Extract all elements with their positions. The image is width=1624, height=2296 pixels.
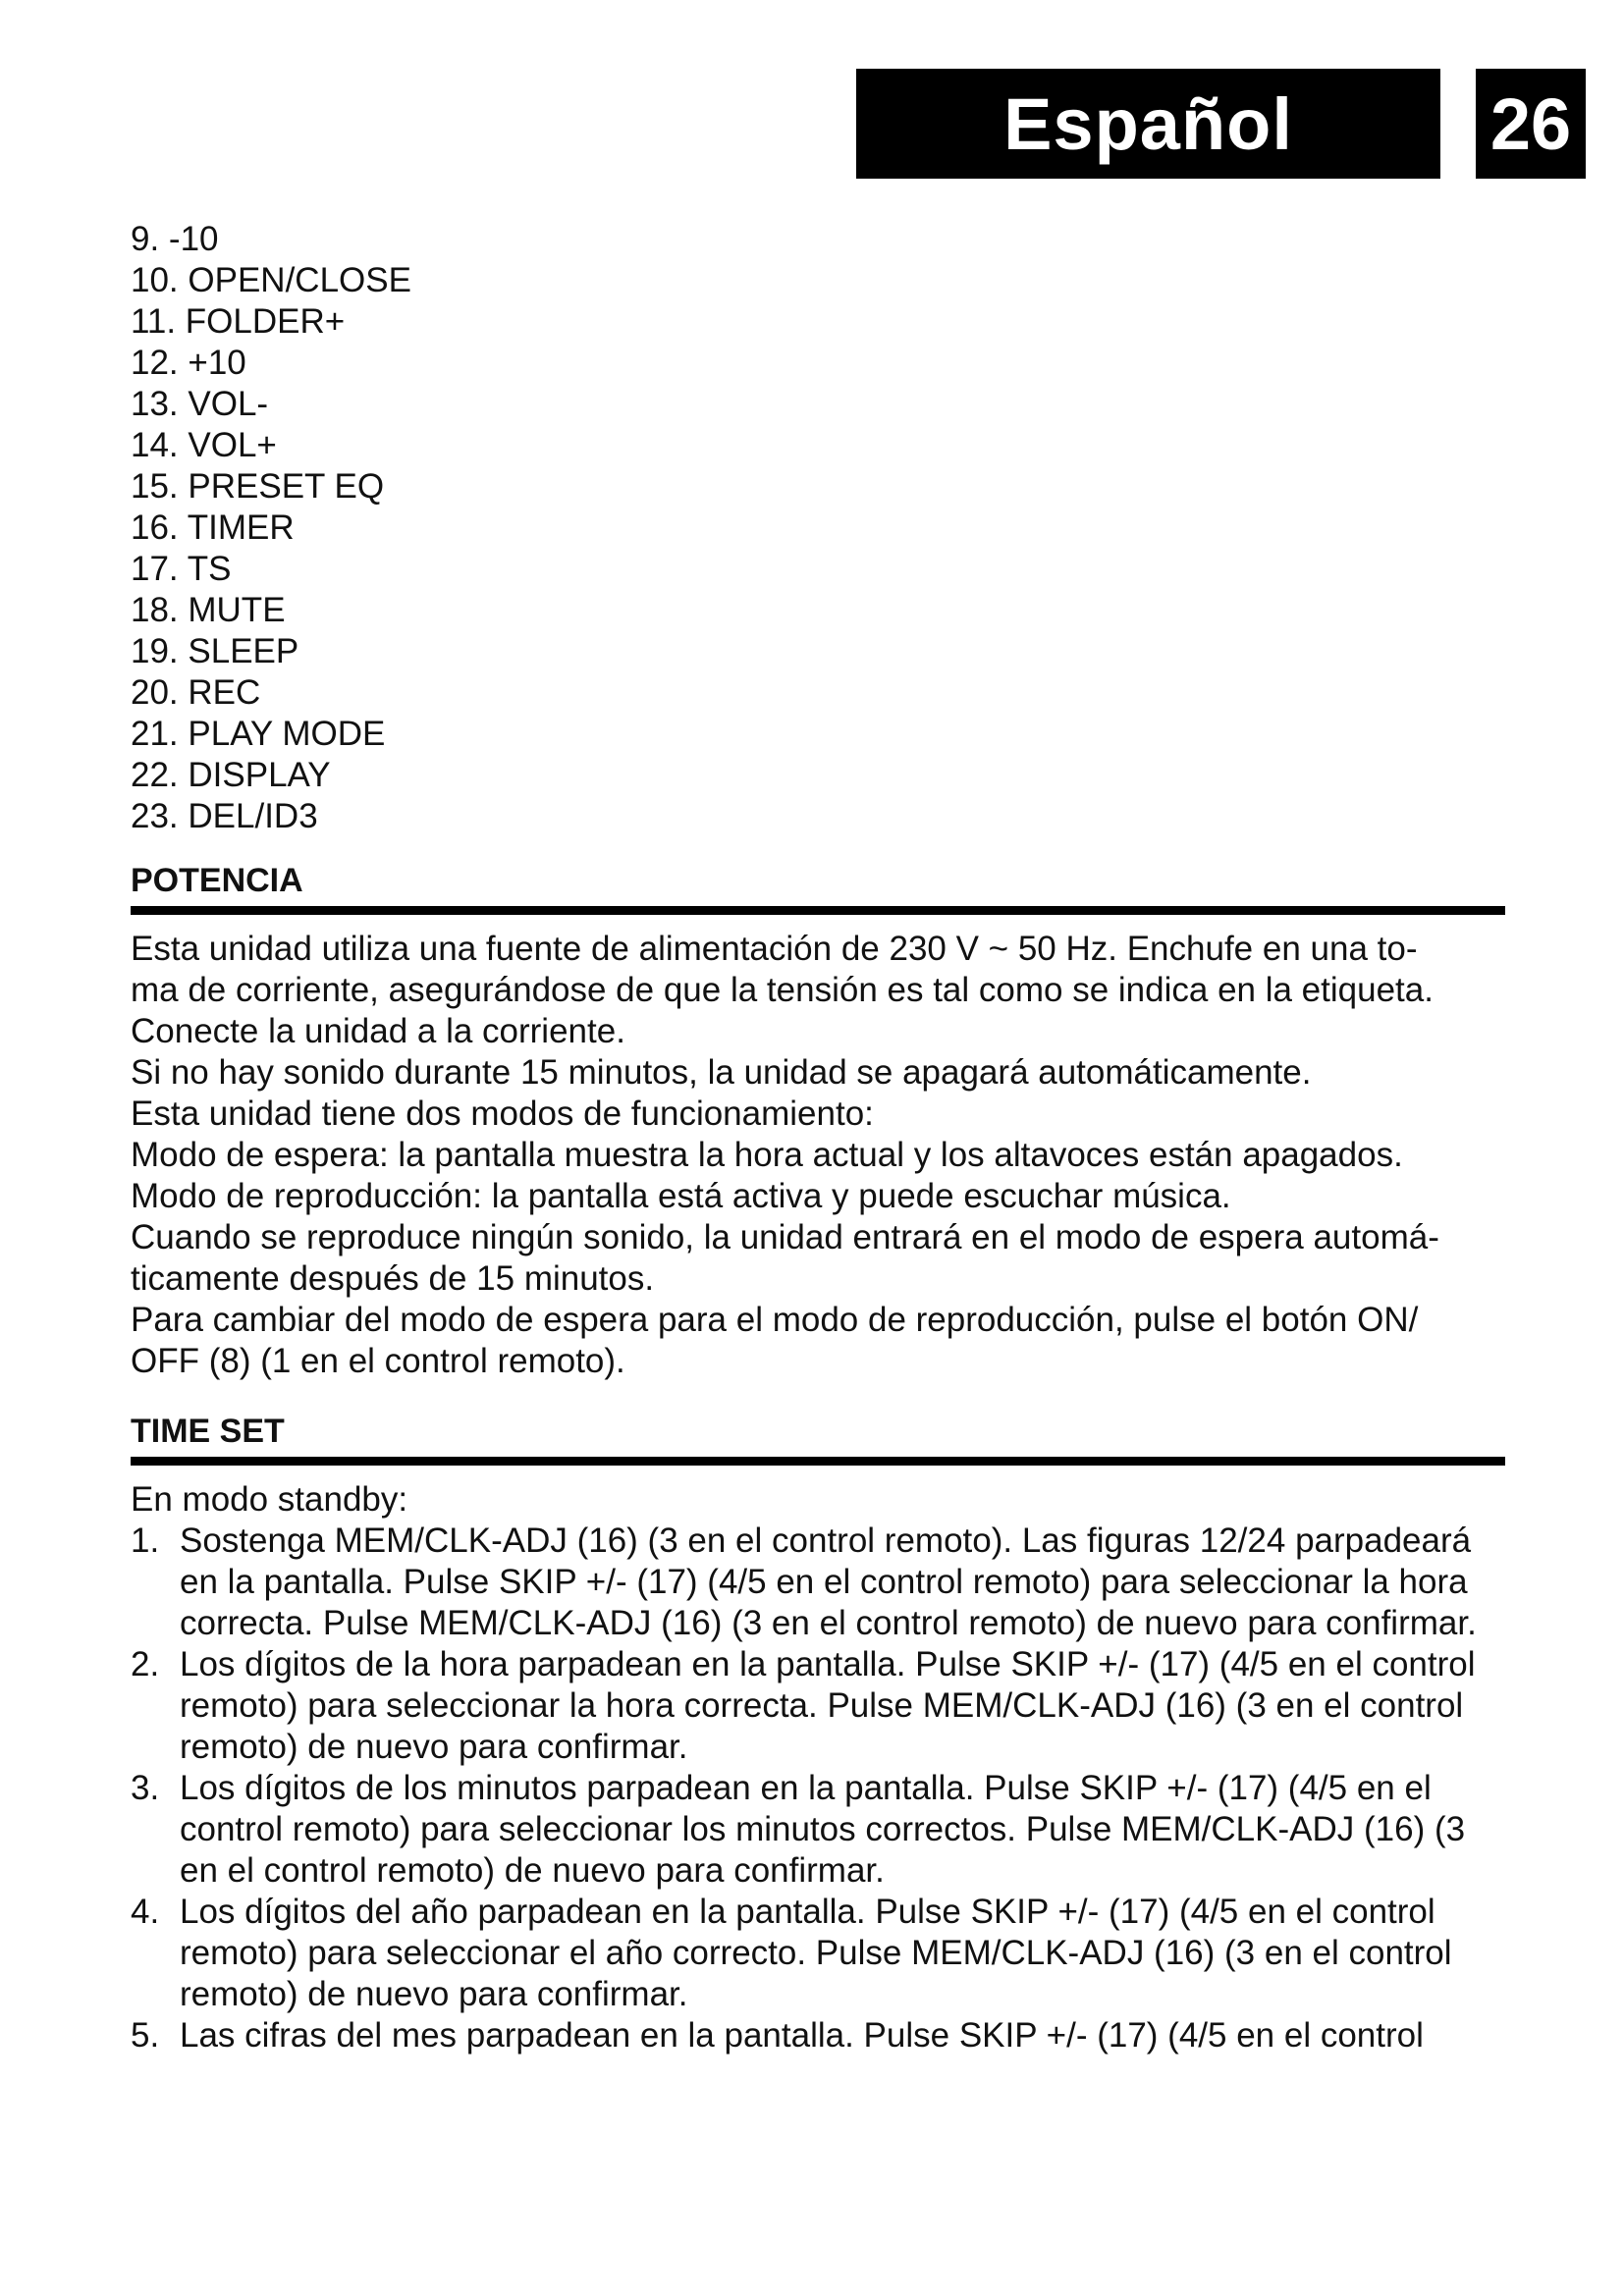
list-item: 16. TIMER [131,508,295,547]
page-number: 26 [1476,69,1586,179]
list-item: 10. OPEN/CLOSE [131,261,411,299]
step-text: Los dígitos del año parpadean en la pantalla. Pulse SKIP +/- (17) (4/5 en el control remoto) para seleccionar el año correcto. Pulse MEM/CLK-ADJ (16) (3 en el control remoto) de nuevo para confirmar. [180,1893,1452,2013]
step-number: 3. [131,1769,160,1807]
paragraph-line: ticamente después de 15 minutos. [131,1259,655,1298]
list-item: 9. -10 [131,220,219,258]
paragraph-line: Para cambiar del modo de espera para el modo de reproducción, pulse el botón ON/ [131,1301,1419,1339]
step-number: 4. [131,1893,160,1931]
step-text: Las cifras del mes parpadean en la pantalla. Pulse SKIP +/- (17) (4/5 en el control [180,2016,1424,2055]
paragraph-line: OFF (8) (1 en el control remoto). [131,1342,625,1380]
list-item: 22. DISPLAY [131,756,331,794]
step-item [131,1644,1505,1768]
list-item: 19. SLEEP [131,632,299,670]
step-text: Sostenga MEM/CLK-ADJ (16) (3 en el control remoto). Las figuras 12/24 parpadeará en la pantalla. Pulse SKIP +/- (17) (4/5 en el control remoto) para seleccionar la hora correcta. Pulse MEM/CLK-ADJ (16) (3 en el control remoto) de nuevo para confirmar. [180,1522,1477,1642]
paragraph-line: ma de corriente, asegurándose de que la tensión es tal como se indica en la etiqueta. [131,971,1434,1009]
list-item: 17. TS [131,550,232,588]
section-title-time-set: TIME SET [131,1412,1505,1466]
language-header: Español [856,69,1440,179]
paragraph-line: Si no hay sonido durante 15 minutos, la unidad se apagará automáticamente. [131,1053,1312,1092]
list-item: 15. PRESET EQ [131,467,385,506]
step-text: Los dígitos de los minutos parpadean en la pantalla. Pulse SKIP +/- (17) (4/5 en el control remoto) para seleccionar los minutos correctos. Pulse MEM/CLK-ADJ (16) (3 en el control remoto) de nuevo para confirmar. [180,1769,1466,1890]
paragraph-line: Cuando se reproduce ningún sonido, la unidad entrará en el modo de espera automá- [131,1218,1439,1256]
step-number: 2. [131,1645,160,1683]
list-item: 18. MUTE [131,591,286,629]
paragraph-line: Esta unidad utiliza una fuente de alimentación de 230 V ~ 50 Hz. Enchufe en una to- [131,930,1418,968]
time-set-body [131,1479,1505,2056]
list-item: 14. VOL+ [131,426,277,464]
list-item: 23. DEL/ID3 [131,797,318,835]
section-title-potencia: POTENCIA [131,861,1505,915]
time-set-intro: En modo standby: [131,1480,408,1519]
paragraph-line: Modo de espera: la pantalla muestra la hora actual y los altavoces están apagados. [131,1136,1403,1174]
step-number: 5. [131,2016,160,2055]
time-set-steps [131,1521,1505,2056]
list-item: 21. PLAY MODE [131,715,386,753]
list-item: 11. FOLDER+ [131,302,346,341]
step-number: 1. [131,1522,160,1560]
list-item: 20. REC [131,673,261,712]
list-item: 13. VOL- [131,385,269,423]
button-list [131,219,1505,837]
paragraph-line: Modo de reproducción: la pantalla está activa y puede escuchar música. [131,1177,1231,1215]
step-text: Los dígitos de la hora parpadean en la pantalla. Pulse SKIP +/- (17) (4/5 en el control remoto) para seleccionar la hora correcta. Pulse MEM/CLK-ADJ (16) (3 en el control remoto) de nuevo para confirmar. [180,1645,1476,1766]
step-item [131,1521,1505,1644]
paragraph-line: Esta unidad tiene dos modos de funcionamiento: [131,1095,874,1133]
step-item [131,1892,1505,2015]
page-content [131,219,1505,2056]
list-item: 12. +10 [131,344,246,382]
step-item [131,2015,1505,2056]
step-item [131,1768,1505,1892]
potencia-body [131,929,1505,1382]
paragraph-line: Conecte la unidad a la corriente. [131,1012,625,1050]
